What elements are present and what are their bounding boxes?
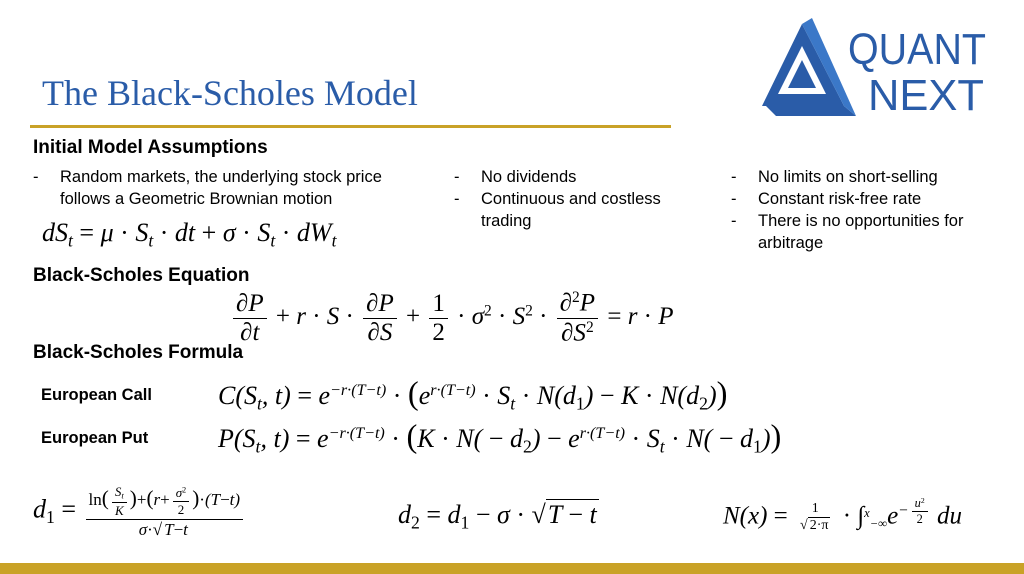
formula-heading: Black-Scholes Formula [33,342,244,363]
gbm-equation: $dS_t = \mu \cdot S_t$ · dt + $\sigma \cdot S_t \cdot dW_t$ [42,218,337,251]
list-item: - Continuous and costless trading [454,190,661,230]
logo-text-next: NEXT [868,71,984,118]
assumptions-column-2 [454,166,694,232]
equation-heading: Black-Scholes Equation [33,265,250,286]
footer-bar [0,563,1024,574]
list-item: - There is no opportunities for arbitrage [731,212,964,252]
list-item: - No dividends [454,168,577,186]
list-item: - Random markets, the underlying stock price follows a Geometric Brownian motion [33,168,382,208]
title-underline [30,125,671,128]
european-put-label: European Put [41,429,149,447]
list-item: - No limits on short-selling [731,168,938,186]
european-call-label: European Call [41,386,152,404]
slide-title: The Black-Scholes Model [42,73,418,113]
list-item: - Constant risk-free rate [731,190,922,208]
black-scholes-pde: $\frac{\partial P}{\partial t}$ + r · S · $\frac{\partial P}{\partial S}$ + $\frac{1}{2}$ · $\sigma^2 \cdot S^2$ · $\frac{\partial^2P}{\partial S^2}$ = r · P [230,290,674,347]
quantnext-logo [762,18,992,118]
assumptions-heading: Initial Model Assumptions [33,137,268,158]
d1-formula: $d_1$ = ln( $\frac{S_t}{K}$ )+(r+ $\frac{\sigma^2}{2}$ )·(T−t) σ·√ T−t [33,485,246,538]
assumptions-column-1 [33,166,433,210]
normal-cdf-formula: N(x) = $\frac{1}{√ 2\cdot\pi}$ · $\int^x_{-\infty}e^{- \frac{u^2}{2}}$ du [723,496,962,534]
european-call-formula: $C(S_t$, $t) = e^{-r\cdot(T-t)} \cdot (e^{r\cdot(T-t)} \cdot S_t \cdot N(d_1) - K \cdot N(d_2))$ [218,376,728,414]
logo-text-quant: QUANT [848,25,986,74]
european-put-formula: $P(S_t$, $t) = e^{-r\cdot(T-t)} \cdot (K \cdot N( - d_2) - e^{r\cdot(T-t)} \cdot S_t \cdot N( - d_1))$ [218,419,782,457]
d2-formula: $d_2 = d_1 - \sigma \cdot √T - t$ [398,500,597,533]
assumptions-column-3 [731,166,1011,254]
